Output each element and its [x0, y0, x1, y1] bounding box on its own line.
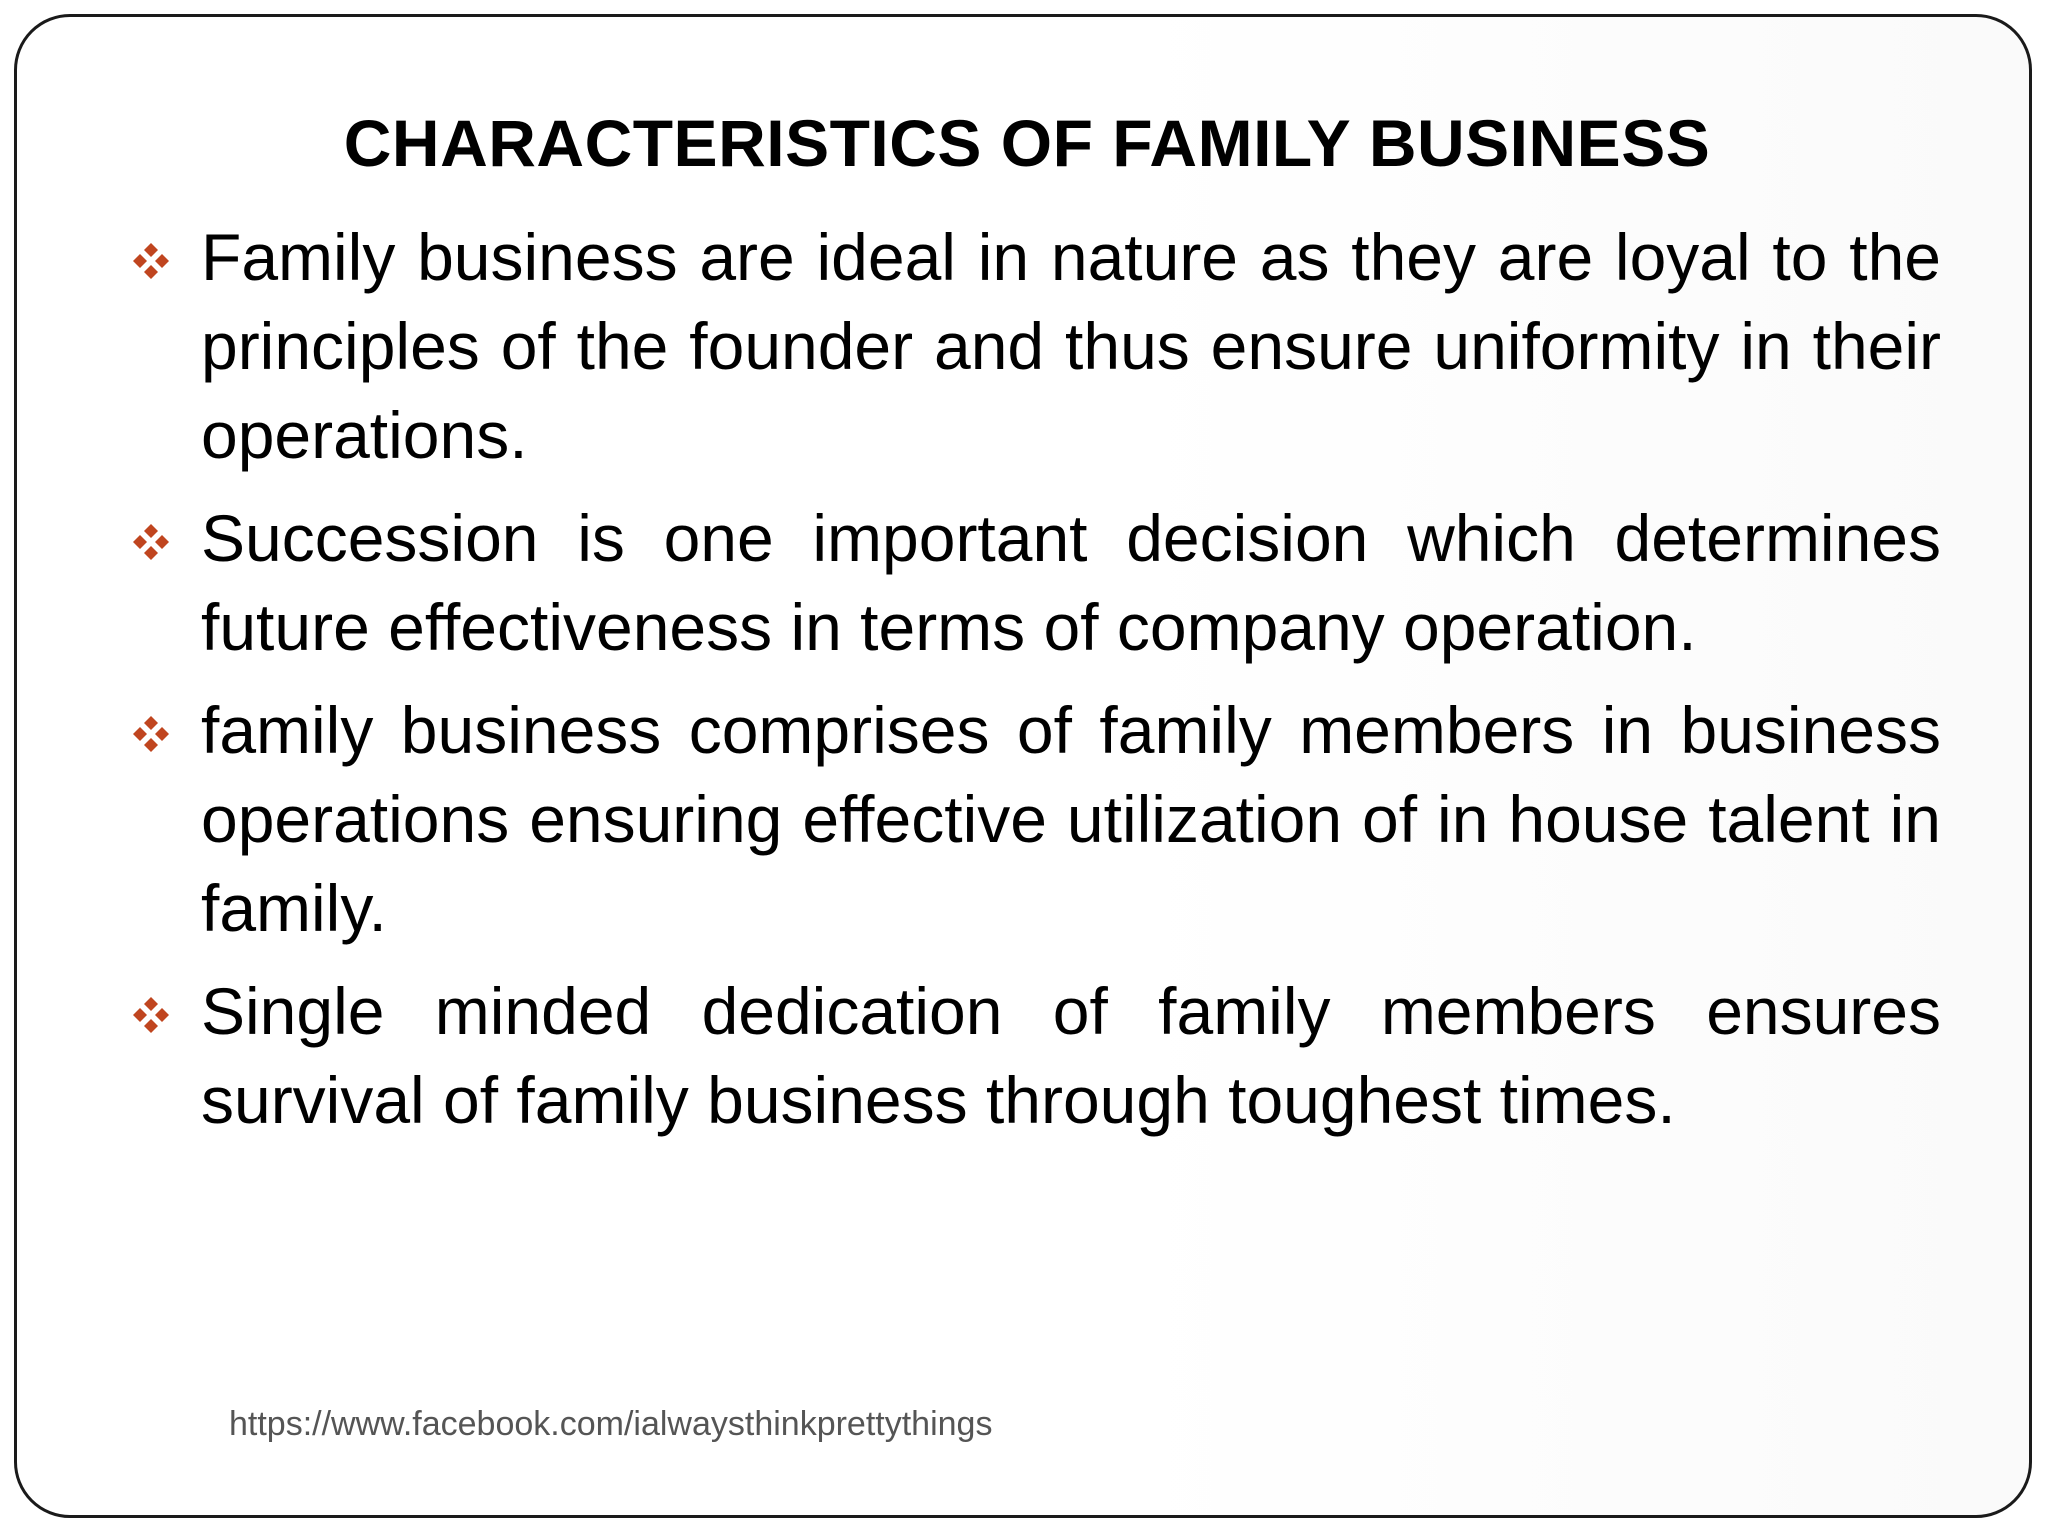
slide-frame: [14, 14, 2032, 1518]
bullet-item: [189, 686, 1941, 953]
bullet-text: Single minded dedication of family members ensures survival of family business through toughest times.: [201, 974, 1941, 1137]
four-diamond-bullet-icon: [129, 520, 173, 564]
footer-link[interactable]: https://www.facebook.com/ialwaysthinkprettythings: [229, 1405, 993, 1443]
bullet-item: [189, 494, 1941, 672]
bullet-text: family business comprises of family members in business operations ensuring effective utilization of in house talent in family.: [201, 693, 1941, 945]
slide-title: CHARACTERISTICS OF FAMILY BUSINESS: [343, 106, 1711, 180]
bullet-item: [189, 213, 1941, 480]
four-diamond-bullet-icon: [129, 993, 173, 1037]
bullet-list: [189, 213, 1941, 1159]
four-diamond-bullet-icon: [129, 712, 173, 756]
bullet-text: Succession is one important decision which determines future effectiveness in terms of company operation.: [201, 501, 1941, 664]
bullet-text: Family business are ideal in nature as they are loyal to the principles of the founder and thus ensure uniformity in their operations.: [201, 220, 1941, 472]
bullet-item: [189, 967, 1941, 1145]
four-diamond-bullet-icon: [129, 239, 173, 283]
